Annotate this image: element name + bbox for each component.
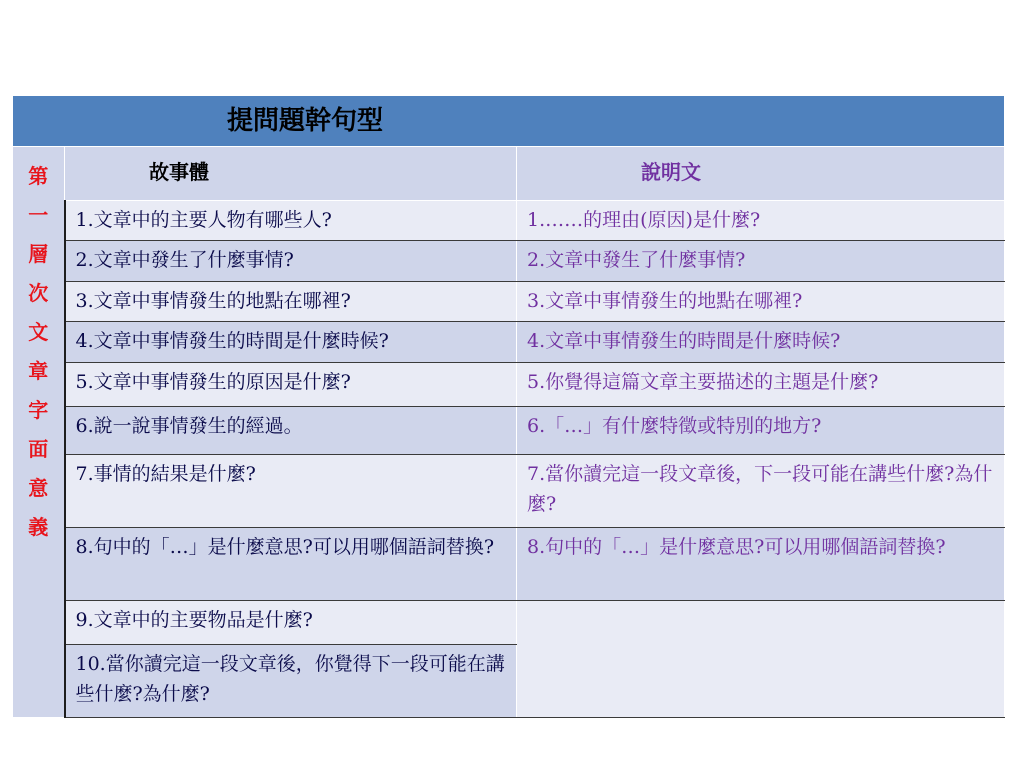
table-title: 提問題幹句型 bbox=[13, 96, 1005, 147]
table-row bbox=[13, 241, 1005, 281]
level-label-char: 面 bbox=[28, 437, 49, 462]
story-question-10: 10.當你讀完這一段文章後，你覺得下一段可能在講些什麼?為什麼? bbox=[65, 645, 517, 718]
story-question-9: 9.文章中的主要物品是什麼? bbox=[65, 600, 517, 644]
story-question-8: 8.句中的「…」是什麼意思?可以用哪個語詞替換? bbox=[65, 528, 517, 601]
table-row bbox=[13, 600, 1005, 644]
story-question-3: 3.文章中事情發生的地點在哪裡? bbox=[65, 281, 517, 321]
expository-question-3: 3.文章中事情發生的地點在哪裡? bbox=[517, 281, 1005, 321]
level-label-char: 義 bbox=[28, 515, 49, 540]
expository-question-5: 5.你覺得這篇文章主要描述的主題是什麼? bbox=[517, 362, 1005, 406]
level-label-char: 章 bbox=[28, 359, 49, 384]
story-question-7: 7.事情的結果是什麼? bbox=[65, 455, 517, 528]
story-question-1: 1.文章中的主要人物有哪些人? bbox=[65, 201, 517, 241]
story-question-5: 5.文章中事情發生的原因是什麼? bbox=[65, 362, 517, 406]
expository-question-2: 2.文章中發生了什麼事情? bbox=[517, 241, 1005, 281]
column-header-expository: 說明文 bbox=[517, 147, 1005, 201]
story-question-2: 2.文章中發生了什麼事情? bbox=[65, 241, 517, 281]
level-label-char: 第 bbox=[28, 164, 49, 189]
level-label-char: 意 bbox=[28, 476, 49, 501]
question-stem-table bbox=[12, 95, 1005, 718]
expository-question-7: 7.當你讀完這一段文章後，下一段可能在講些什麼?為什麼? bbox=[517, 455, 1005, 528]
table-row bbox=[13, 455, 1005, 528]
table-row bbox=[13, 281, 1005, 321]
level-label-char: 文 bbox=[28, 320, 49, 345]
expository-question-8: 8.句中的「…」是什麼意思?可以用哪個語詞替換? bbox=[517, 528, 1005, 601]
level-label-char: 字 bbox=[28, 398, 49, 423]
level-label-char: 一 bbox=[28, 203, 49, 228]
expository-question-4: 4.文章中事情發生的時間是什麼時候? bbox=[517, 322, 1005, 362]
table-row bbox=[13, 406, 1005, 454]
expository-question-1: 1.……的理由(原因)是什麼? bbox=[517, 201, 1005, 241]
level-label-char: 次 bbox=[28, 281, 49, 306]
story-question-4: 4.文章中事情發生的時間是什麼時候? bbox=[65, 322, 517, 362]
header-row bbox=[13, 147, 1005, 201]
table-row bbox=[13, 322, 1005, 362]
level-label bbox=[13, 147, 65, 718]
table-row bbox=[13, 362, 1005, 406]
story-question-6: 6.說一說事情發生的經過。 bbox=[65, 406, 517, 454]
expository-question-6: 6.「…」有什麼特徵或特別的地方? bbox=[517, 406, 1005, 454]
table-row bbox=[13, 201, 1005, 241]
column-header-story: 故事體 bbox=[65, 147, 517, 201]
title-row bbox=[13, 96, 1005, 147]
level-label-char: 層 bbox=[28, 242, 49, 267]
expository-empty-cell bbox=[517, 600, 1005, 717]
table-row bbox=[13, 528, 1005, 601]
